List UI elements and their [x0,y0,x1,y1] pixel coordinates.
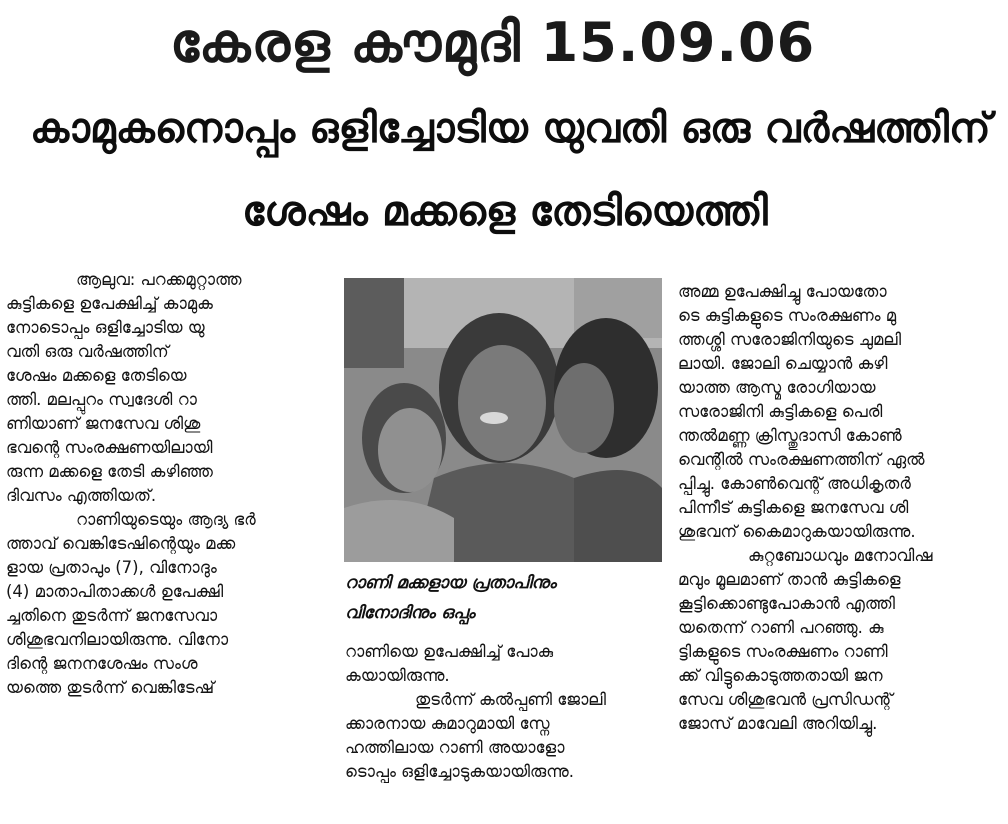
column1-paragraph-2: റാണിയുടെയും ആദ്യ ഭർ ത്താവ് വെങ്കിടേഷിന്റെയും മക്ക ളായ പ്രതാപും (7), വിനോദും (4) മാതാപിതാക്കൾ ഉപേക്ഷി ച്ചതിനെ തുടർന്ന് ജനസേവാ ശിശുഭവനിലായിരുന്നു. വിനോ ദിന്റെ ജനനശേഷം സംശ യത്തെ തുടർന്ന് വെങ്കിടേഷ് [6,510,256,697]
photo-image [344,278,662,562]
headline-line-1: കാമുകനൊപ്പം ഒളിച്ചോടിയ യുവതി ഒരു വർഷത്തിന് [30,104,991,152]
column2-paragraph-2: തുടർന്ന് കൽപ്പണി ജോലി ക്കാരനായ കുമാറുമായി സ്നേ ഹത്തിലായ റാണി അയാളോ ടൊപ്പം ഒളിച്ചോടുകയായിരുന്നു. [345,690,606,781]
masthead-newspaper-date: കേരള കൗമുദി 15.09.06 [170,11,816,74]
column1-paragraph-1: ആലുവ: പറക്കമുറ്റാത്ത കുട്ടികളെ ഉപേക്ഷിച്ച് കാമുക നോടൊപ്പം ഒളിച്ചോടിയ യു വതി ഒരു വർഷത്തിന് ശേഷം മക്കളെ തേടിയെ ത്തി. മലപ്പുറം സ്വദേശി റാ ണിയാണ് ജനസേവ ശിശു ഭവന്റെ സംരക്ഷണയിലായി രുന്ന മക്കളെ തേടി കഴിഞ്ഞ ദിവസം എത്തിയത്. [6,270,242,505]
article-column-2 [345,640,663,784]
column3-paragraph-1: അമ്മ ഉപേക്ഷിച്ചു പോയതോ ടെ കുട്ടികളുടെ സംരക്ഷണം മു ത്തശ്ശി സരോജിനിയുടെ ചുമലി ലായി. ജോലി ചെയ്യാൻ കഴി യാത്ത ആസ്മ രോഗിയായ സരോജിനി കുട്ടികളെ പെരി ന്തൽമണ്ണ ക്രിസ്തുദാസി കോൺ വെന്റിൽ സംരക്ഷണത്തിന് ഏൽ പ്പിച്ചു. കോൺവെന്റ് അധികൃതർ പിന്നീട് കുട്ടികളെ ജനസേവ ശി ശുഭവന് കൈമാറുകയായിരുന്നു. [678,282,925,541]
headline-line-2: ശേഷം മക്കളെ തേടിയെത്തി [242,187,768,235]
article-column-3 [678,280,998,736]
column2-paragraph-1: റാണിയെ ഉപേക്ഷിച്ച് പോകു കയായിരുന്നു. [345,642,554,685]
photo-caption: റാണി മക്കളായ പ്രതാപിനും വിനോദിനും ഒപ്പം [345,573,557,623]
column3-paragraph-2: കുറ്റബോധവും മനോവിഷ മവും മൂലമാണ് താൻ കുട്ടികളെ കൂട്ടിക്കൊണ്ടുപോകാൻ എത്തി യതെന്ന് റാണി പറഞ്ഞു. കു ട്ടികളുടെ സംരക്ഷണം റാണി ക്ക് വിട്ടുകൊടുത്തതായി ജന സേവ ശിശുഭവൻ പ്രസിഡന്റ് ജോസ് മാവേലി അറിയിച്ചു. [678,546,933,733]
news-photo [344,278,662,562]
article-column-1 [6,268,330,700]
